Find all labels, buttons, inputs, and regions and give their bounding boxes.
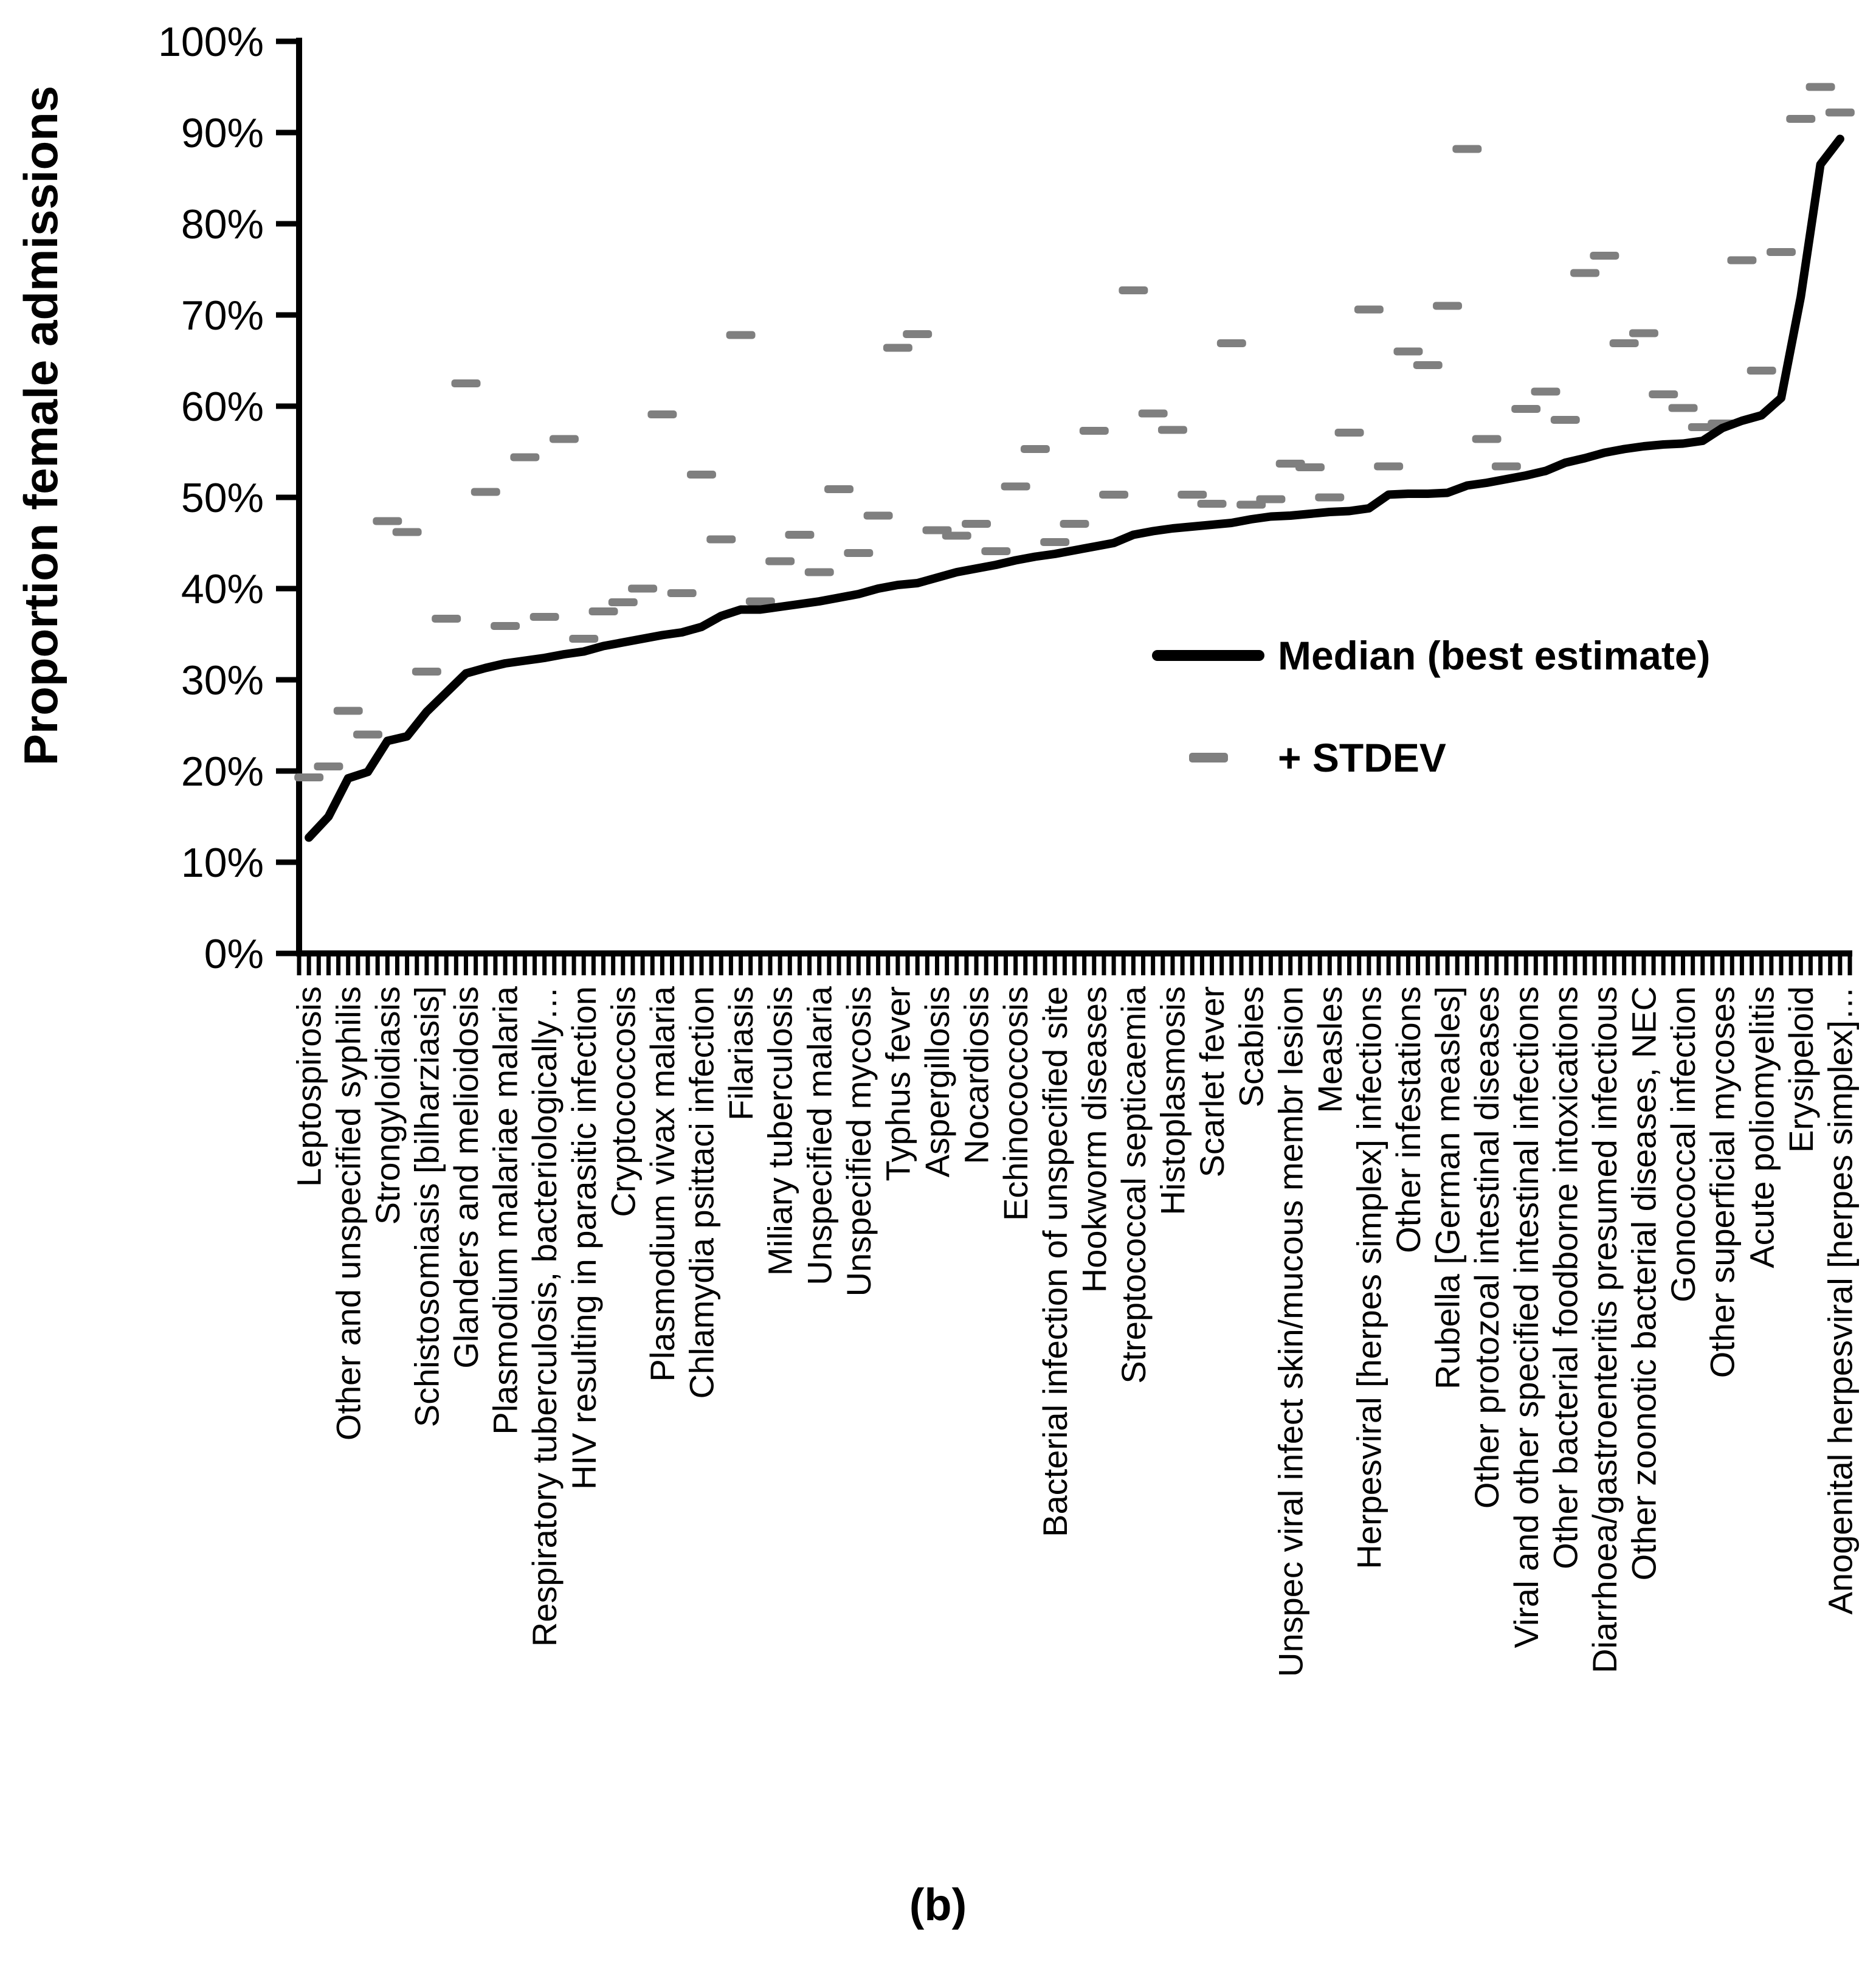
y-tick-label: 30% [181,657,264,704]
stdev-dash [314,762,343,770]
figure-caption: (b) [909,1879,967,1930]
x-axis-label: Strongyloidiasis [368,986,407,1225]
stdev-dash [451,379,480,387]
x-axis-label: Nocardiosis [957,986,996,1164]
x-axis-label: Schistosomiasis [bilharziasis] [407,986,446,1428]
stdev-dash [569,635,598,643]
x-axis-label: Aspergillosis [918,986,957,1178]
stdev-dash [393,528,422,536]
x-axis-label: Miliary tuberculosis [760,986,799,1276]
stdev-dash [1060,520,1089,528]
stdev-dash [353,731,382,739]
stdev-dash [1139,410,1168,418]
stdev-dash [1335,429,1364,437]
y-axis-title: Proportion female admissions [14,85,67,766]
legend-item-median [1152,632,1711,679]
stdev-dash [550,435,579,443]
y-tick-label: 80% [181,201,264,247]
stdev-dash [1649,390,1678,398]
stdev-dash [1826,109,1855,117]
x-axis-label: Other protozoal intestinal diseases [1467,986,1506,1509]
y-tick-label: 20% [181,748,264,795]
x-axis-label: Measles [1310,986,1349,1113]
stdev-dash [1040,538,1069,546]
stdev-dash [373,517,402,525]
legend [1152,632,1711,781]
stdev-dash [1001,483,1030,491]
x-axis-label: Echinococcosis [996,986,1035,1221]
x-axis-label: Plasmodium vivax malaria [643,986,681,1382]
x-axis-label: Scarlet fever [1193,986,1232,1178]
stdev-dash [1198,500,1227,508]
legend-item-stdev [1152,735,1711,781]
x-axis-label: Other bacterial foodborne intoxications [1546,986,1585,1569]
x-axis-label: Streptococcal septicaemia [1114,986,1153,1384]
stdev-dash [883,344,912,352]
stdev-dash [1393,348,1423,356]
x-axis-label: HIV resulting in parasitic infection [564,986,603,1490]
stdev-dash [942,532,971,540]
stdev-dash [334,707,363,715]
stdev-dash [491,622,520,630]
x-axis-label: Unspec viral infect skin/mucous membr lesion [1271,986,1310,1677]
x-axis-label: Glanders and melioidosis [447,986,486,1369]
x-axis-label: Unspecified malaria [800,986,839,1285]
y-tick-label: 70% [181,292,264,339]
stdev-swatch-wrap [1152,753,1264,762]
stdev-dash [962,520,991,528]
stdev-dash [1158,426,1187,434]
stdev-dash [1099,491,1128,499]
stdev-dash [609,598,638,606]
x-axis-label: Plasmodium malariae malaria [486,986,525,1435]
x-axis-label: Filariasis [722,986,760,1121]
stdev-dash [589,607,618,615]
y-tick-label: 0% [204,930,264,977]
stdev-dash [1669,404,1698,412]
stdev-dash [1747,367,1776,375]
stdev-dash [294,773,323,781]
legend-median-label: Median (best estimate) [1278,633,1711,678]
stdev-dash [903,330,932,338]
stdev-dash [1806,83,1835,91]
stdev-dash-swatch [1189,753,1228,762]
stdev-dash [1590,252,1619,260]
stdev-dash [412,668,441,676]
x-axis-label: Other zoonotic bacterial diseases, NEC [1624,986,1663,1581]
stdev-dash [1551,416,1580,424]
stdev-dash [726,331,756,339]
stdev-dash [824,485,854,493]
stdev-dash [765,558,795,565]
y-tick-label: 40% [181,565,264,612]
x-axis-label: Respiratory tuberculosis, bacteriologically… [525,986,564,1647]
x-axis-label: Hookworm diseases [1075,986,1114,1293]
y-tick-label: 50% [181,474,264,521]
stdev-dash [1511,405,1540,413]
stdev-dash [647,410,677,418]
x-axis-label: Rubella [German measles] [1428,986,1467,1389]
stdev-dash [785,531,814,539]
stdev-dash [667,589,697,597]
stdev-dash [1080,427,1109,435]
x-axis-label: Cryptococcosis [604,986,643,1217]
x-axis-label: Other superficial mycoses [1703,986,1742,1378]
stdev-dash [1610,339,1639,347]
stdev-dash [864,512,893,520]
stdev-dash [1472,435,1502,443]
stdev-dash [1433,302,1462,310]
stdev-dash [1021,445,1050,453]
stdev-dash [628,585,657,593]
stdev-dash [1767,248,1796,256]
x-axis-label: Unspecified mycosis [839,986,878,1297]
legend-stdev-label: + STDEV [1278,735,1446,780]
stdev-dash [1727,257,1756,265]
stdev-dash [1295,463,1325,471]
x-axis-label: Scabies [1232,986,1271,1108]
x-axis-label: Anogenital herpesviral [herpes simplex]… [1821,986,1860,1615]
stdev-dash [471,488,500,496]
stdev-dash [981,547,1010,555]
stdev-dash [844,549,873,557]
median-line-swatch [1152,650,1264,661]
stdev-dash [805,569,834,576]
stdev-dash [1354,306,1384,314]
stdev-dash [1374,463,1403,471]
x-axis-label: Chlamydia psittaci infection [682,986,721,1399]
x-axis-label: Typhus fever [878,986,917,1181]
stdev-dash [1119,286,1148,294]
x-axis-label: Other and unspecified syphilis [329,986,368,1441]
y-tick-label: 60% [181,383,264,430]
stdev-dash [1570,269,1599,277]
x-axis-label: Herpesviral [herpes simplex] infections [1350,986,1388,1569]
stdev-dash [1256,496,1285,503]
x-axis-label: Gonococcal infection [1664,986,1703,1302]
stdev-dash [1492,463,1521,471]
x-axis-label: Viral and other specified intestinal infections [1506,986,1545,1648]
stdev-dash [510,454,539,462]
stdev-dash [1786,115,1815,123]
stdev-dash [1178,491,1207,499]
stdev-dash [1452,145,1481,153]
stdev-dash [1531,388,1560,396]
stdev-dash [687,471,716,479]
y-tick-label: 90% [181,109,264,156]
x-axis-label: Other infestations [1389,986,1428,1253]
x-axis-label: Erysipeloid [1781,986,1820,1153]
stdev-dash [1629,330,1658,337]
x-axis-label: Diarrhoea/gastroenteritis presumed infectious [1585,986,1624,1673]
y-tick-label: 10% [181,839,264,886]
stdev-dash [1217,339,1246,347]
stdev-dash [1413,361,1443,369]
x-axis-label: Acute poliomyelitis [1742,986,1781,1268]
stdev-dash [432,615,461,623]
x-axis-label: Histoplasmosis [1153,986,1192,1215]
stdev-dash [706,536,736,544]
stdev-dash [530,613,559,621]
stdev-dash [1315,494,1344,502]
y-tick-label: 100% [158,18,264,65]
x-axis-label: Bacterial infection of unspecified site [1035,986,1074,1537]
x-axis-label: Leptospirosis [289,986,328,1187]
